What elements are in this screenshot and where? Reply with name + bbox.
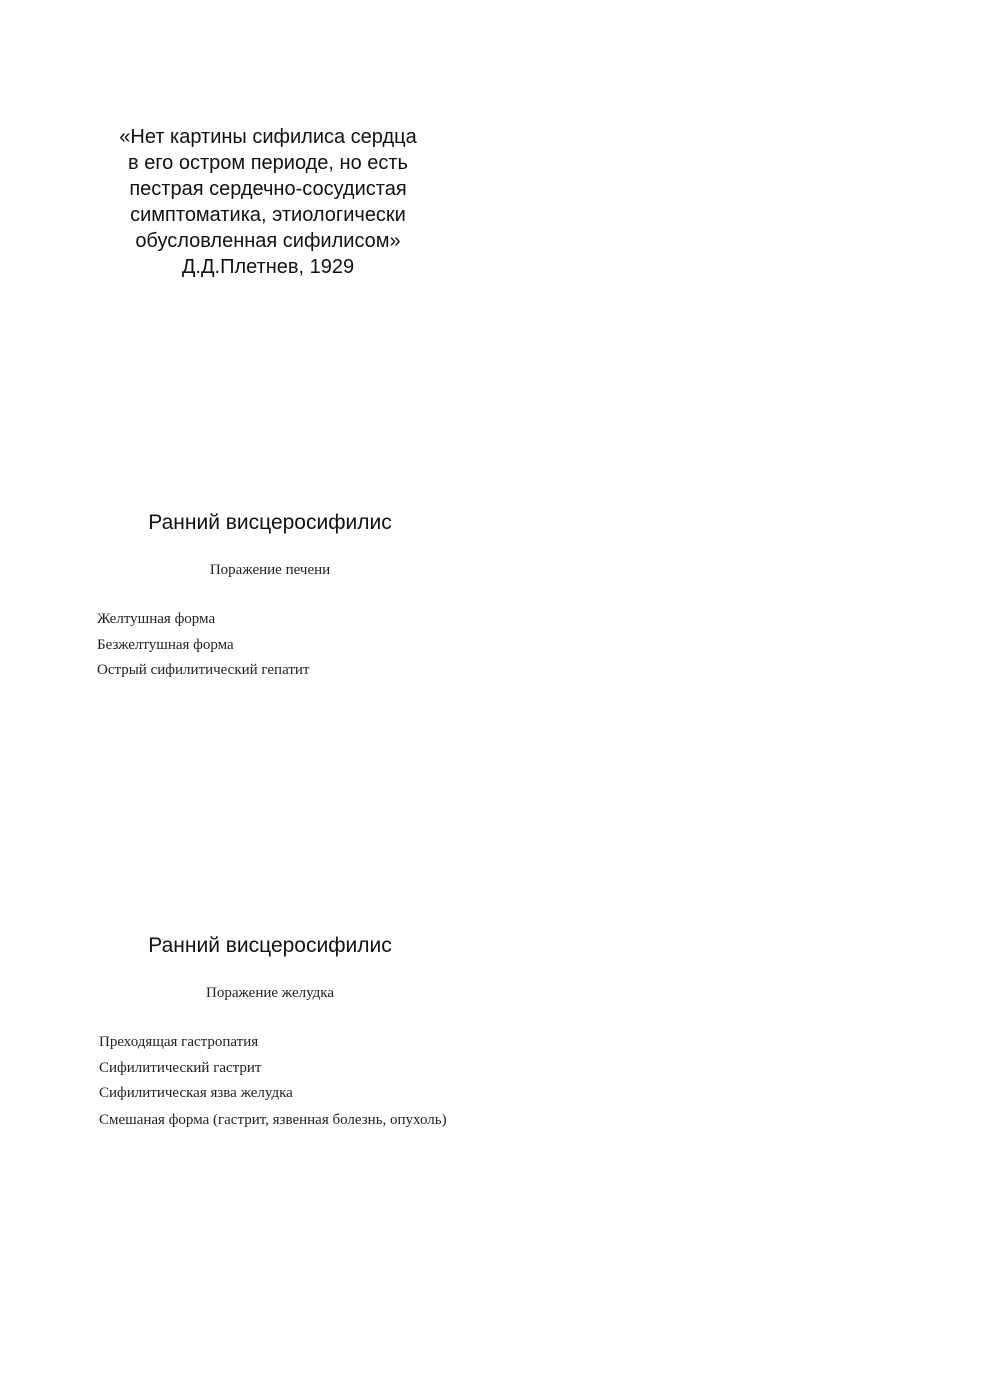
quote-attribution: Д.Д.Плетнев, 1929 [181,256,355,278]
list-item: Сифилитическая язва желудка [99,1085,293,1101]
quote-line: симптоматика, этиологически [130,204,406,226]
list-item: Острый сифилитический гепатит [97,662,310,678]
slide-subtitle: Поражение желудка [206,985,334,1001]
list-item: Преходящая гастропатия [99,1034,259,1050]
list-item: Желтушная форма [97,611,216,627]
list-item: Безжелтушная форма [97,636,234,653]
form-list [97,607,309,684]
quote-line: «Нет картины сифилиса сердца [119,126,417,148]
form-list [99,1030,459,1130]
slide-subtitle: Поражение печени [209,562,331,578]
quote-line: обусловленная сифилисом» [135,230,401,252]
slide-title: Ранний висцеросифилис [148,511,392,534]
list-item: Смешаная форма (гастрит, язвенная болезнь, опухоль) [99,1111,447,1128]
pletnev-quote [98,124,438,280]
quote-line: пестрая сердечно-сосудистая [129,178,407,200]
quote-line: в его остром периоде, но есть [128,152,408,174]
slide-title: Ранний висцеросифилис [148,934,392,957]
list-item: Сифилитический гастрит [99,1059,262,1076]
